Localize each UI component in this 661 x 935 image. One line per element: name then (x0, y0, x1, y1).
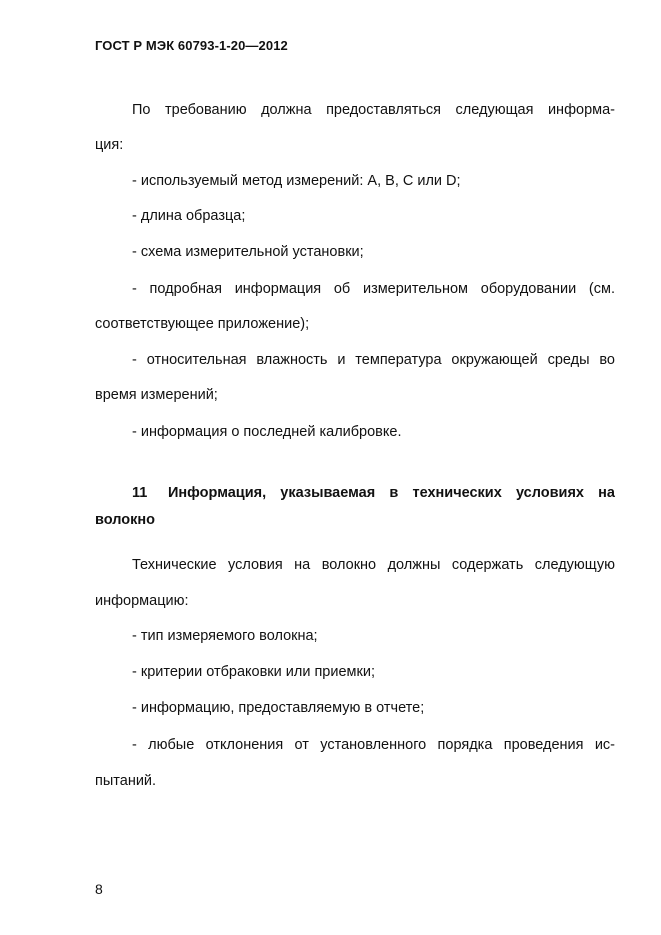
section-11-number: 11 (132, 485, 148, 501)
standard-header: ГОСТ Р МЭК 60793-1-20—2012 (95, 38, 288, 53)
page-number: 8 (95, 881, 103, 897)
report-item-sample-length: - длина образца; (132, 208, 246, 224)
report-item-calibration: - информация о последней калибровке. (132, 424, 402, 440)
report-intro-line-1: По требованию должна предоставляться следующая информа- (132, 102, 615, 118)
report-item-setup-scheme: - схема измерительной установки; (132, 244, 364, 260)
section-11-title-line-2: волокно (95, 512, 155, 528)
spec-item-deviations-line-1: - любые отклонения от установленного порядка проведения ис- (132, 737, 615, 753)
spec-intro-line-1: Технические условия на волокно должны содержать следующую (132, 557, 615, 573)
spec-item-fiber-type: - тип измеряемого волокна; (132, 628, 318, 644)
spec-intro-line-2: информацию: (95, 593, 189, 609)
report-item-method: - используемый метод измерений: А, В, С или D; (132, 173, 461, 189)
section-11-title-line-1: Информация, указываемая в технических условиях на (168, 485, 615, 501)
report-item-humidity-line-2: время измерений; (95, 387, 218, 403)
report-intro-line-2: ция: (95, 137, 124, 153)
spec-item-deviations-line-2: пытаний. (95, 773, 157, 789)
report-item-equipment-line-2: соответствующее приложение); (95, 316, 310, 332)
spec-item-criteria: - критерии отбраковки или приемки; (132, 664, 375, 680)
section-11-heading (132, 484, 615, 502)
report-item-humidity-line-1: - относительная влажность и температура окружающей среды во (132, 352, 615, 368)
spec-item-report-info: - информацию, предоставляемую в отчете; (132, 700, 425, 716)
report-item-equipment-line-1: - подробная информация об измерительном оборудовании (см. (132, 281, 615, 297)
